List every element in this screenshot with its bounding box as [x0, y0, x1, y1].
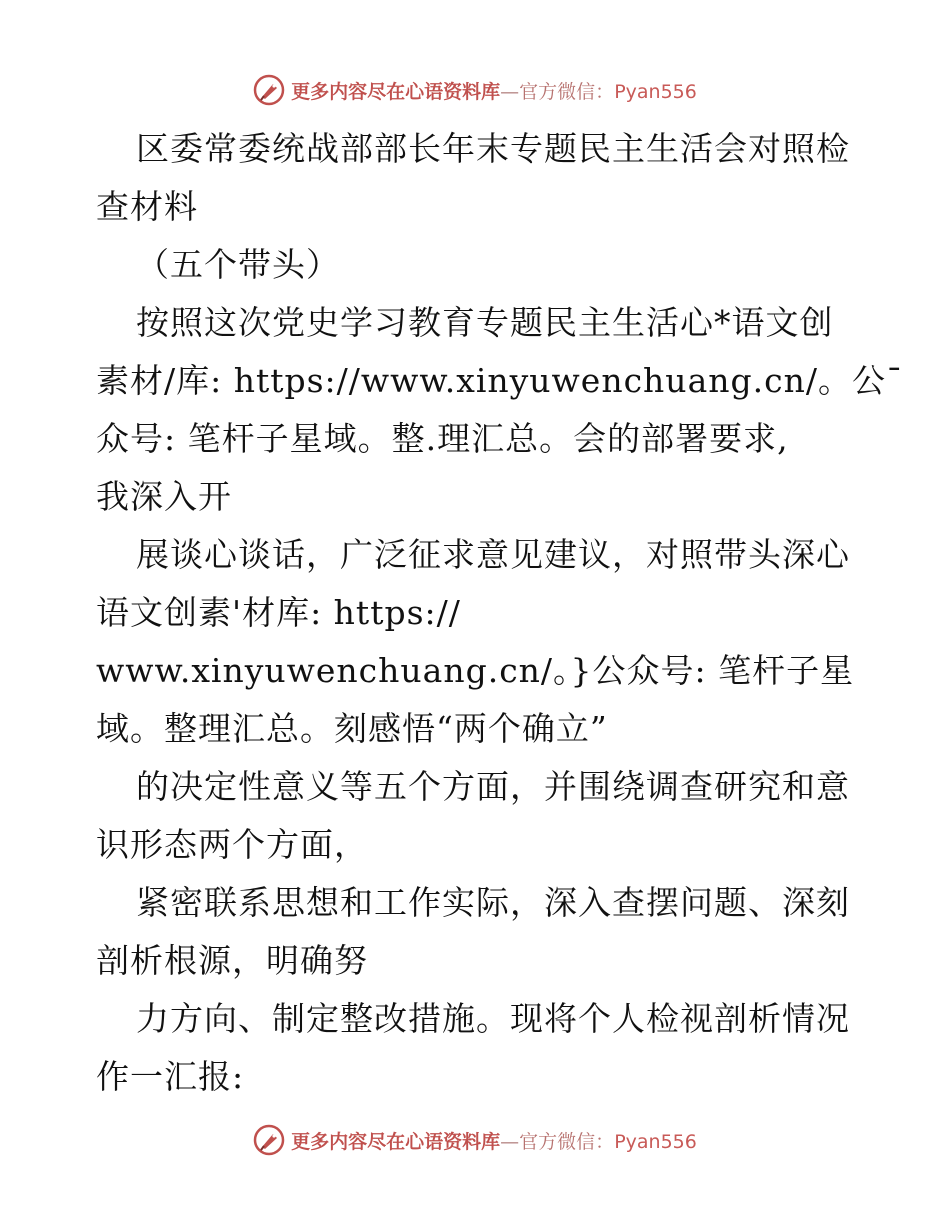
- doc-paragraph-line: 按照这次党史学习教育专题民主生活心*语文创: [136, 303, 834, 342]
- document-body: [96, 120, 904, 1106]
- banner-contact-label: 官方微信：: [519, 1130, 615, 1153]
- banner-contact-id: Pyan556: [614, 1130, 697, 1153]
- doc-paragraph-line: 作一汇报:: [96, 1057, 245, 1096]
- doc-title-line-2: 查材料: [96, 187, 198, 226]
- banner-separator: —: [500, 80, 520, 103]
- doc-paragraph-line: 力方向、制定整改措施。现将个人检视剖析情况: [136, 999, 850, 1038]
- doc-paragraph-line: 语文创素'材库: https://: [96, 593, 461, 632]
- pen-nib-logo-icon: [253, 1124, 285, 1156]
- doc-paragraph-line: 素材/库: https://www.xinyuwenchuang.cn/。公¯: [96, 361, 904, 400]
- doc-paragraph-line: 域。整理汇总。刻感悟“两个确立”: [96, 709, 608, 748]
- footer-banner: [0, 1120, 950, 1160]
- doc-paragraph-line: 众号: 笔杆子星域。整.理汇总。会的部署要求,: [96, 419, 789, 458]
- banner-contact-id: Pyan556: [614, 80, 697, 103]
- pen-nib-logo-icon: [253, 74, 285, 106]
- header-banner-text: [291, 77, 697, 104]
- banner-contact-label: 官方微信：: [519, 80, 615, 103]
- doc-paragraph-line: 识形态两个方面，: [96, 825, 368, 864]
- doc-paragraph-line: www.xinyuwenchuang.cn/。}公众号: 笔杆子星: [96, 651, 855, 690]
- doc-paragraph-line: 的决定性意义等五个方面，并围绕调查研究和意: [136, 767, 850, 806]
- doc-paragraph-line: 紧密联系思想和工作实际，深入查摆问题、深刻: [136, 883, 850, 922]
- banner-title: 更多内容尽在心语资料库: [291, 80, 501, 103]
- header-banner: [0, 70, 950, 110]
- doc-paragraph-line: 我深入开: [96, 477, 232, 516]
- doc-subtitle: （五个带头）: [136, 245, 340, 284]
- doc-title-line-1: 区委常委统战部部长年末专题民主生活会对照检: [136, 129, 850, 168]
- banner-title: 更多内容尽在心语资料库: [291, 1130, 501, 1153]
- footer-banner-text: [291, 1127, 697, 1154]
- doc-paragraph-line: 展谈心谈话，广泛征求意见建议，对照带头深心: [136, 535, 850, 574]
- doc-paragraph-line: 剖析根源，明确努: [96, 941, 368, 980]
- banner-separator: —: [500, 1130, 520, 1153]
